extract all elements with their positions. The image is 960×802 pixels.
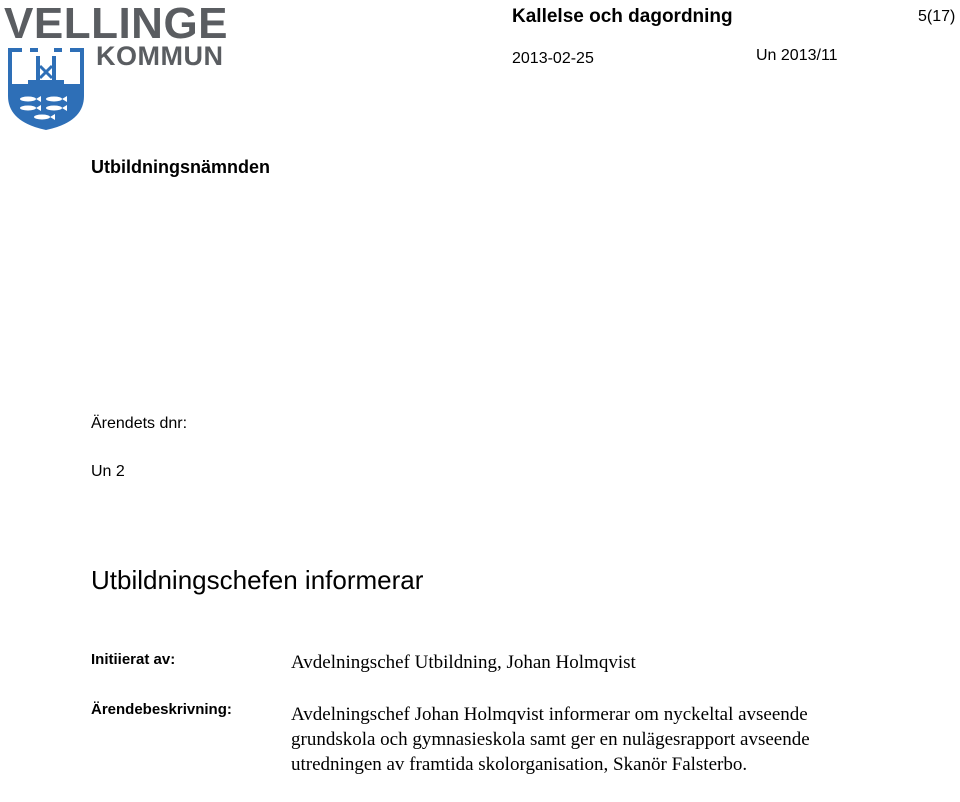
committee-name: Utbildningsnämnden bbox=[91, 157, 270, 177]
description-value: Avdelningschef Johan Holmqvist informerar om nyckeltal avseende grundskola och gymnasieskola samt ger en nulägesrapport avseende utredningen av framtida skolorganisation, Skanör Falsterbo. bbox=[291, 704, 810, 775]
municipality-logo bbox=[4, 0, 229, 132]
description-label: Ärendebeskrivning: bbox=[91, 701, 232, 718]
item-title: Utbildningschefen informerar bbox=[91, 565, 424, 595]
coat-of-arms-icon bbox=[6, 44, 86, 132]
document-reference: Un 2013/11 bbox=[756, 47, 838, 64]
logo-wordmark-kommun: KOMMUN bbox=[96, 41, 224, 71]
page-number: 5(17) bbox=[918, 8, 956, 25]
case-number-label: Ärendets dnr: bbox=[91, 415, 188, 432]
document-date: 2013-02-25 bbox=[512, 50, 594, 67]
document-title: Kallelse och dagordning bbox=[512, 6, 733, 27]
case-number-value: Un 2 bbox=[91, 463, 125, 480]
initiated-by-label: Initiierat av: bbox=[91, 651, 176, 668]
initiated-by-value: Avdelningschef Utbildning, Johan Holmqvist bbox=[291, 652, 636, 673]
logo-wordmark-vellinge: VELLINGE bbox=[4, 0, 229, 48]
